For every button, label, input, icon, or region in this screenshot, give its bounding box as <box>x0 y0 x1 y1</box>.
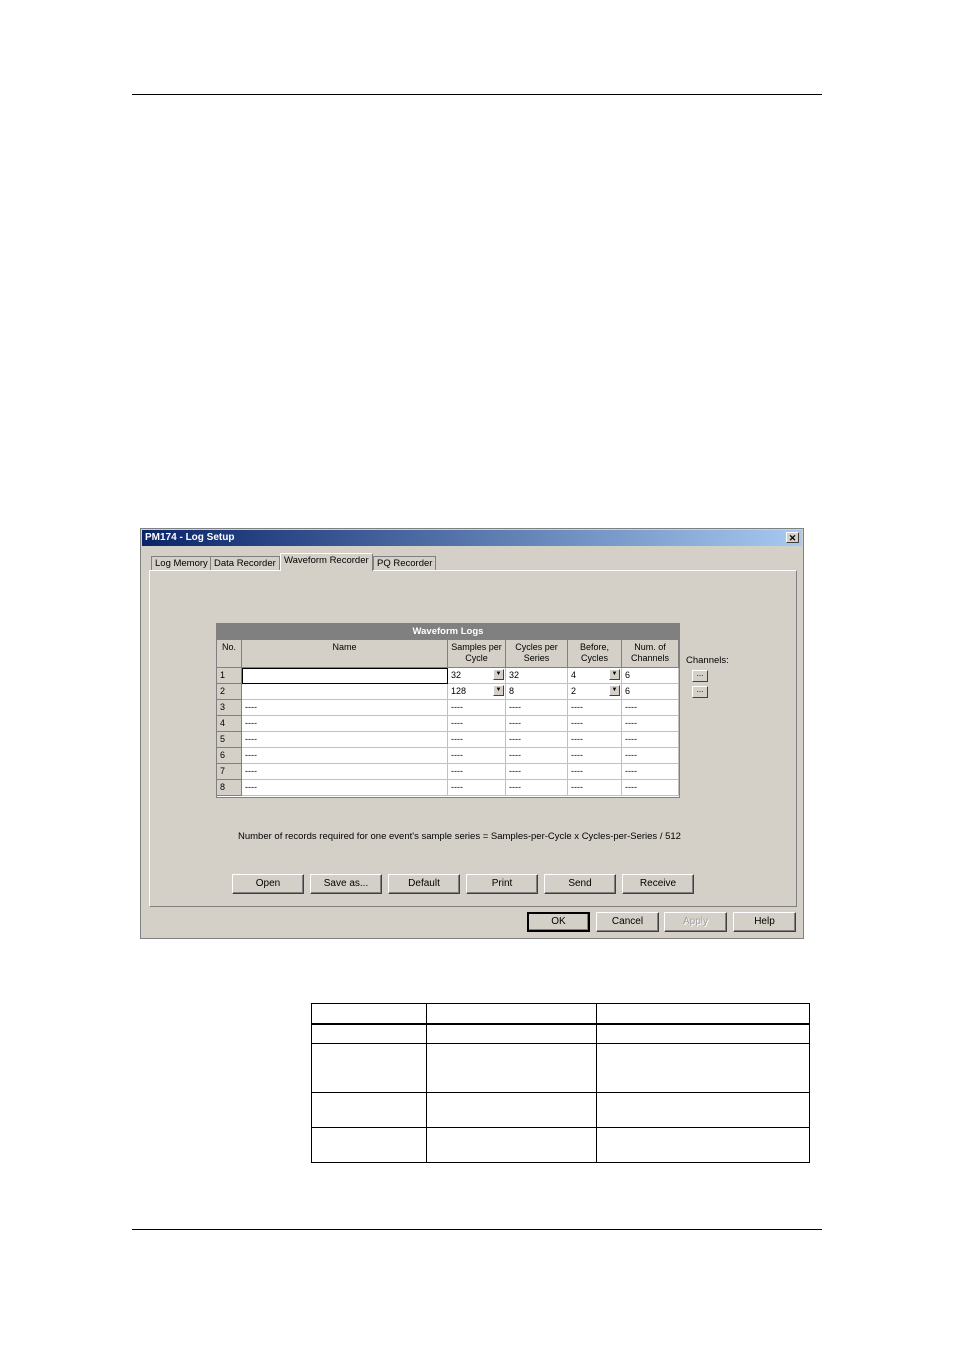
cell-no <box>217 780 242 796</box>
tab-waveform-recorder[interactable]: Waveform Recorder <box>280 553 373 571</box>
channels-button-row-2[interactable]: ... <box>692 686 708 698</box>
cell-value: ---- <box>625 718 637 728</box>
cancel-button[interactable]: Cancel <box>596 912 659 932</box>
cell-before[interactable] <box>568 700 622 716</box>
open-button[interactable]: Open <box>232 874 304 894</box>
cell-name[interactable] <box>242 732 448 748</box>
cell-no <box>217 748 242 764</box>
cell-value: ---- <box>451 718 463 728</box>
cell-value: 32 <box>509 670 520 680</box>
header-rule <box>132 94 822 95</box>
cell-value: 6 <box>625 670 631 680</box>
print-button[interactable]: Print <box>466 874 538 894</box>
cell-value: 5 <box>220 734 226 744</box>
cell-cycles[interactable] <box>506 716 568 732</box>
header-samples-per-cycle: Samples per Cycle <box>448 640 506 668</box>
chevron-down-icon[interactable]: ▼ <box>493 669 504 680</box>
cell-value: ---- <box>245 734 257 744</box>
cell-value: 7 <box>220 766 226 776</box>
tab-log-memory[interactable]: Log Memory <box>151 556 212 570</box>
cell-value: ---- <box>625 782 637 792</box>
cell-name[interactable] <box>242 764 448 780</box>
header-no: No. <box>217 640 242 668</box>
chevron-down-icon[interactable]: ▼ <box>609 685 620 696</box>
cell-value: ---- <box>625 750 637 760</box>
cell-cycles[interactable] <box>506 780 568 796</box>
cell-value: 32 <box>451 670 462 680</box>
cell-name[interactable] <box>242 716 448 732</box>
cell-samples[interactable] <box>448 748 506 764</box>
cell-value: ---- <box>571 750 583 760</box>
cell-no <box>217 764 242 780</box>
cell-samples[interactable] <box>448 780 506 796</box>
cell-value: ---- <box>451 702 463 712</box>
cell-value: 4 <box>220 718 226 728</box>
grid-caption: Waveform Logs <box>217 624 679 640</box>
cell-name[interactable] <box>242 700 448 716</box>
cell-samples[interactable] <box>448 764 506 780</box>
cell-before[interactable] <box>568 684 622 700</box>
cell-samples[interactable] <box>448 732 506 748</box>
cell-value: 8 <box>509 686 515 696</box>
cell-cycles[interactable] <box>506 748 568 764</box>
channels-label: Channels: <box>686 655 729 666</box>
cell-channels[interactable] <box>622 764 679 780</box>
cell-value: ---- <box>509 750 521 760</box>
cell-channels[interactable] <box>622 700 679 716</box>
cell-value: ---- <box>509 766 521 776</box>
cell-samples[interactable] <box>448 716 506 732</box>
cell-value: ---- <box>245 718 257 728</box>
cell-cycles[interactable] <box>506 668 568 684</box>
title-bar <box>142 530 802 546</box>
header-cycles-per-series: Cycles per Series <box>506 640 568 668</box>
cell-value: ---- <box>571 782 583 792</box>
ok-button[interactable]: OK <box>527 912 590 932</box>
header-before-cycles: Before, Cycles <box>568 640 622 668</box>
cell-before[interactable] <box>568 732 622 748</box>
default-button[interactable]: Default <box>388 874 460 894</box>
cell-samples[interactable] <box>448 668 506 684</box>
cell-before[interactable] <box>568 716 622 732</box>
cell-channels[interactable] <box>622 732 679 748</box>
header-num-channels: Num. of Channels <box>622 640 679 668</box>
cell-value: 4 <box>571 670 577 680</box>
cell-value: 6 <box>220 750 226 760</box>
footer-rule <box>132 1229 822 1230</box>
cell-value: ---- <box>245 766 257 776</box>
save-as-button[interactable]: Save as... <box>310 874 382 894</box>
tab-data-recorder[interactable]: Data Recorder <box>210 556 280 570</box>
cell-value: ---- <box>509 702 521 712</box>
cell-samples[interactable] <box>448 700 506 716</box>
cell-value: 128 <box>451 686 467 696</box>
cell-value: ---- <box>245 702 257 712</box>
cell-value: ---- <box>571 734 583 744</box>
waveform-logs-grid <box>216 623 680 798</box>
cell-value: ---- <box>509 718 521 728</box>
cell-channels[interactable] <box>622 668 679 684</box>
chevron-down-icon[interactable]: ▼ <box>493 685 504 696</box>
apply-button[interactable]: Apply <box>664 912 727 932</box>
cell-value: ---- <box>451 782 463 792</box>
cell-name[interactable] <box>242 748 448 764</box>
cell-value: ---- <box>509 782 521 792</box>
cell-value: ---- <box>571 702 583 712</box>
cell-channels[interactable] <box>622 748 679 764</box>
channels-button-row-1[interactable]: ... <box>692 670 708 682</box>
cell-no <box>217 684 242 700</box>
cell-before[interactable] <box>568 748 622 764</box>
cell-no <box>217 716 242 732</box>
cell-value: 2 <box>571 686 577 696</box>
close-icon[interactable]: ✕ <box>786 532 799 543</box>
parameter-table <box>311 1003 810 1163</box>
cell-name[interactable] <box>242 780 448 796</box>
cell-name[interactable] <box>242 668 448 684</box>
tab-pq-recorder[interactable]: PQ Recorder <box>373 556 436 570</box>
cell-value: 2 <box>220 686 226 696</box>
receive-button[interactable]: Receive <box>622 874 694 894</box>
cell-no <box>217 668 242 684</box>
cell-channels[interactable] <box>622 716 679 732</box>
cell-value: ---- <box>625 734 637 744</box>
cell-cycles[interactable] <box>506 700 568 716</box>
cell-cycles[interactable] <box>506 764 568 780</box>
formula-text: Number of records required for one event's sample series = Samples-per-Cycle x Cycles-per-Series / 512 <box>238 831 681 842</box>
cell-value: ---- <box>571 766 583 776</box>
cell-channels[interactable] <box>622 780 679 796</box>
cell-value: ---- <box>625 766 637 776</box>
help-button[interactable]: Help <box>733 912 796 932</box>
cell-samples[interactable] <box>448 684 506 700</box>
cell-name[interactable] <box>242 684 448 700</box>
cell-value: ---- <box>245 750 257 760</box>
cell-no <box>217 700 242 716</box>
cell-value: ---- <box>245 782 257 792</box>
cell-before[interactable] <box>568 764 622 780</box>
cell-value: 3 <box>220 702 226 712</box>
cell-channels[interactable] <box>622 684 679 700</box>
window-title: PM174 - Log Setup <box>145 532 235 543</box>
send-button[interactable]: Send <box>544 874 616 894</box>
cell-before[interactable] <box>568 668 622 684</box>
cell-value: 1 <box>220 670 226 680</box>
cell-value: ---- <box>451 734 463 744</box>
cell-no <box>217 732 242 748</box>
cell-before[interactable] <box>568 780 622 796</box>
cell-value: ---- <box>451 750 463 760</box>
cell-value: 8 <box>220 782 226 792</box>
cell-value: ---- <box>451 766 463 776</box>
cell-value: ---- <box>509 734 521 744</box>
cell-value: ---- <box>571 718 583 728</box>
cell-cycles[interactable] <box>506 684 568 700</box>
header-name: Name <box>242 640 448 668</box>
cell-cycles[interactable] <box>506 732 568 748</box>
cell-value: 6 <box>625 686 631 696</box>
chevron-down-icon[interactable]: ▼ <box>609 669 620 680</box>
cell-value: ---- <box>625 702 637 712</box>
